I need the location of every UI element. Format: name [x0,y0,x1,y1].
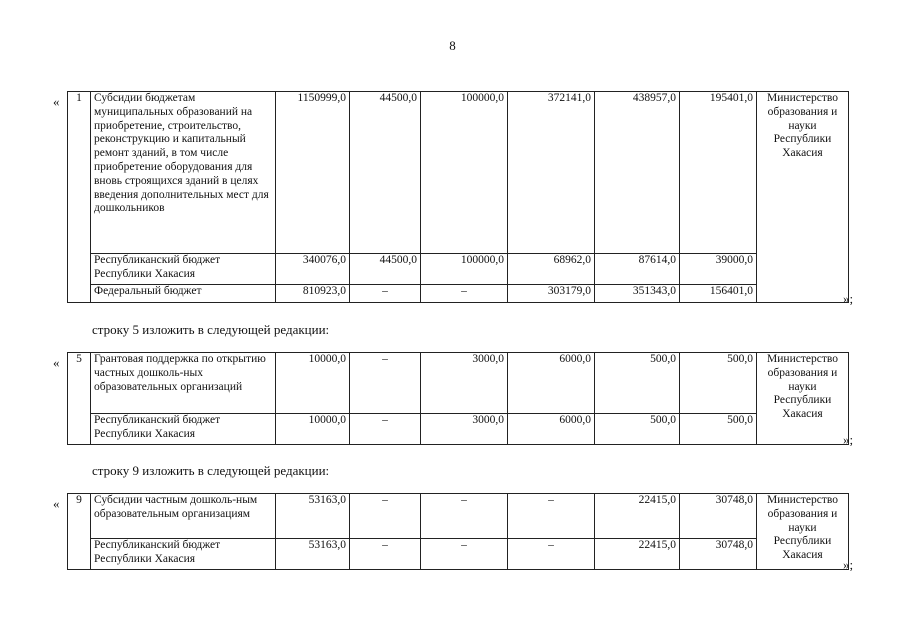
value-cell: 6000,0 [508,414,595,445]
value-cell: 87614,0 [595,254,680,285]
value-cell: 68962,0 [508,254,595,285]
value-cell: 6000,0 [508,353,595,414]
open-quote: « [53,496,60,511]
value-cell: 351343,0 [595,285,680,303]
close-quote: »; [843,557,854,572]
value-cell: 39000,0 [680,254,757,285]
table-row [68,539,849,570]
open-quote: « [53,355,60,370]
ministry-cell: Министерство образования и науки Республики Хакасия [757,353,849,445]
table-row [68,494,849,539]
value-cell: 3000,0 [421,414,508,445]
row-number: 1 [68,92,91,303]
item-name: Республиканский бюджет Республики Хакасия [91,414,276,445]
value-cell: 303179,0 [508,285,595,303]
value-cell: 3000,0 [421,353,508,414]
value-cell: – [350,285,421,303]
table-row [68,254,849,285]
value-cell: 500,0 [680,414,757,445]
value-cell: – [350,414,421,445]
close-quote: »; [843,291,854,306]
value-cell: 340076,0 [276,254,350,285]
value-cell: – [350,494,421,539]
value-cell: 100000,0 [421,254,508,285]
value-cell: 156401,0 [680,285,757,303]
ministry-cell: Министерство образования и науки Республики Хакасия [757,494,849,570]
value-cell: 372141,0 [508,92,595,254]
close-quote: »; [843,432,854,447]
open-quote: « [53,94,60,109]
item-name: Республиканский бюджет Республики Хакасия [91,254,276,285]
value-cell: – [421,539,508,570]
table-row-5 [67,352,849,445]
table-row-1 [67,91,849,303]
table-row [68,353,849,414]
value-cell: 30748,0 [680,539,757,570]
item-name: Грантовая поддержка по открытию частных дошколь-ных образовательных организаций [91,353,276,414]
ministry-cell: Министерство образования и науки Республики Хакасия [757,92,849,303]
value-cell: 22415,0 [595,494,680,539]
value-cell: 10000,0 [276,353,350,414]
row-number: 5 [68,353,91,445]
paragraph-row5: строку 5 изложить в следующей редакции: [92,322,330,337]
value-cell: 53163,0 [276,539,350,570]
table-row [68,92,849,254]
value-cell: 195401,0 [680,92,757,254]
table-row-9 [67,493,849,570]
row-number: 9 [68,494,91,570]
item-name: Субсидии бюджетам муниципальных образований на приобретение, строительство, реконструкцию и капитальный ремонт зданий, в том числе приобретение оборудования для вновь строящихся зданий в целях введения дополнительных мест для дошкольников [91,92,276,254]
table-row [68,414,849,445]
value-cell: 500,0 [595,414,680,445]
value-cell: 500,0 [680,353,757,414]
value-cell: 1150999,0 [276,92,350,254]
value-cell: – [350,539,421,570]
value-cell: 500,0 [595,353,680,414]
page-number: 8 [449,38,456,53]
value-cell: 53163,0 [276,494,350,539]
value-cell: – [421,285,508,303]
item-name: Субсидии частным дошколь-ным образовательным организациям [91,494,276,539]
table-row [68,285,849,303]
paragraph-row9: строку 9 изложить в следующей редакции: [92,463,330,478]
value-cell: 30748,0 [680,494,757,539]
value-cell: 44500,0 [350,254,421,285]
value-cell: – [421,494,508,539]
value-cell: – [508,494,595,539]
value-cell: 10000,0 [276,414,350,445]
item-name: Республиканский бюджет Республики Хакасия [91,539,276,570]
value-cell: 44500,0 [350,92,421,254]
value-cell: – [508,539,595,570]
value-cell: – [350,353,421,414]
value-cell: 438957,0 [595,92,680,254]
value-cell: 100000,0 [421,92,508,254]
value-cell: 810923,0 [276,285,350,303]
item-name: Федеральный бюджет [91,285,276,303]
value-cell: 22415,0 [595,539,680,570]
